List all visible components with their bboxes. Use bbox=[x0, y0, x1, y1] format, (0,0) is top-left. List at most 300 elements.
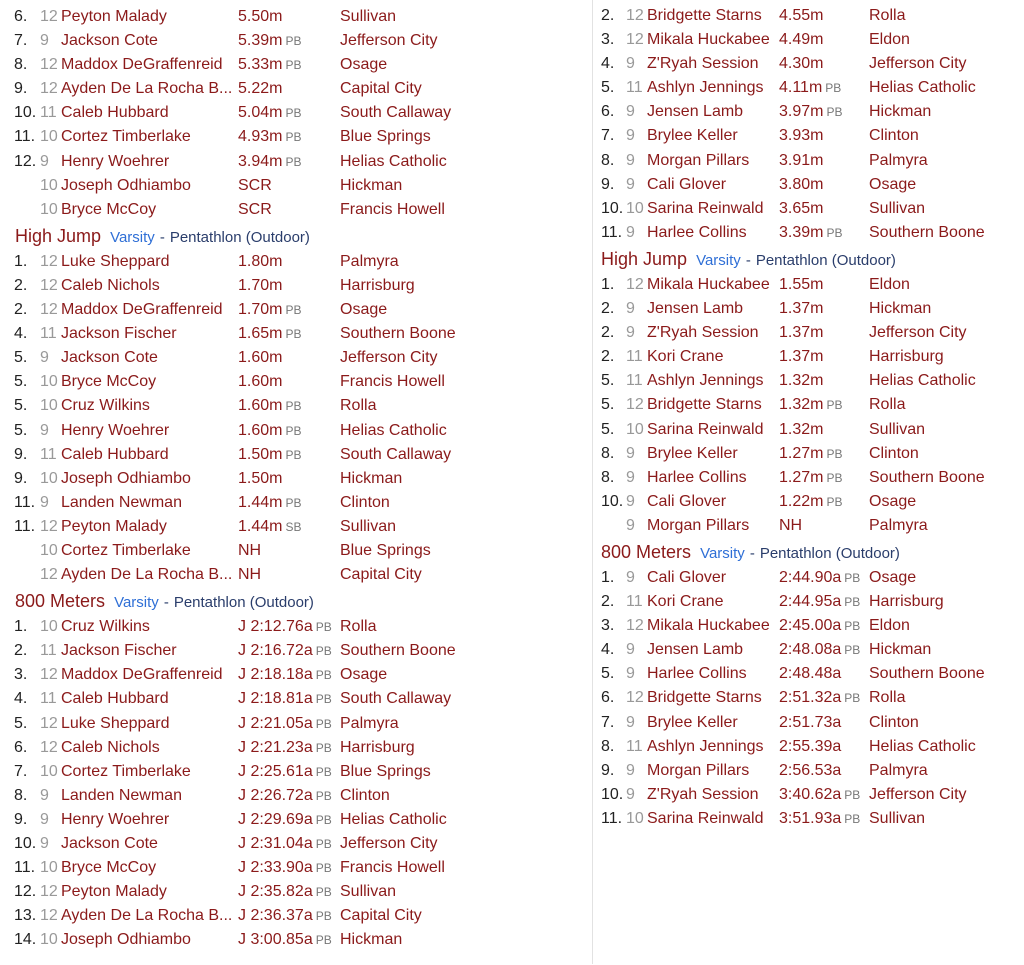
school-link[interactable]: Jefferson City bbox=[340, 32, 438, 50]
athlete-name-link[interactable]: Bryce McCoy bbox=[61, 200, 157, 218]
record-badge: PB bbox=[315, 740, 332, 755]
record-badge: PB bbox=[285, 327, 302, 342]
mark-value: 5.04m bbox=[238, 104, 283, 122]
result-mark-link[interactable] bbox=[779, 566, 860, 590]
athlete-name-link[interactable]: Sarina Reinwald bbox=[647, 809, 764, 827]
school-link[interactable]: Sullivan bbox=[340, 883, 397, 901]
place: 10. bbox=[14, 835, 37, 852]
record-badge: PB bbox=[315, 692, 332, 707]
result-row bbox=[593, 662, 1024, 686]
school-link[interactable]: Osage bbox=[340, 301, 388, 319]
result-mark-link[interactable] bbox=[238, 346, 285, 370]
athlete-name-link[interactable]: Cali Glover bbox=[647, 568, 727, 586]
result-mark-link[interactable] bbox=[238, 298, 301, 322]
record-badge: PB bbox=[315, 933, 332, 948]
record-badge: PB bbox=[285, 130, 302, 145]
school-link[interactable]: Palmyra bbox=[869, 516, 928, 534]
athlete-name-link[interactable]: Mikala Huckabee bbox=[647, 31, 770, 49]
mark-value: 3.97m bbox=[779, 103, 824, 121]
place: 2. bbox=[601, 7, 615, 24]
school-link[interactable]: Sullivan bbox=[869, 199, 926, 217]
result-mark-link[interactable] bbox=[779, 197, 826, 221]
school-link[interactable]: Jefferson City bbox=[340, 349, 438, 367]
athlete-name-link[interactable]: Ayden De La Rocha B... bbox=[61, 907, 233, 925]
athlete-name-link[interactable]: Morgan Pillars bbox=[647, 516, 750, 534]
athlete-name-link[interactable]: Peyton Malady bbox=[61, 517, 167, 535]
result-mark-link[interactable] bbox=[238, 760, 332, 784]
school-link[interactable]: Helias Catholic bbox=[869, 737, 976, 755]
school-link[interactable]: Osage bbox=[869, 568, 917, 586]
school-link[interactable]: Helias Catholic bbox=[869, 372, 976, 390]
school-link[interactable]: Jefferson City bbox=[340, 835, 438, 852]
school-link[interactable]: Harrisburg bbox=[869, 348, 944, 366]
mark-value: 2:44.95a bbox=[779, 593, 842, 611]
athlete-name-link[interactable]: Cruz Wilkins bbox=[61, 618, 150, 636]
result-mark-link[interactable] bbox=[238, 322, 301, 346]
result-mark-link[interactable] bbox=[238, 101, 301, 125]
school-link[interactable]: Eldon bbox=[869, 275, 910, 293]
athlete-name-link[interactable]: Maddox DeGraffenreid bbox=[61, 56, 223, 74]
result-mark-link[interactable] bbox=[779, 149, 826, 173]
place: 5. bbox=[14, 714, 28, 732]
athlete-name-link[interactable]: Z'Ryah Session bbox=[647, 785, 759, 803]
school-link[interactable]: Hickman bbox=[340, 469, 403, 487]
record-badge: PB bbox=[315, 764, 332, 779]
athlete-name-link[interactable]: Joseph Odhiambo bbox=[61, 469, 191, 487]
school-link[interactable]: Hickman bbox=[869, 103, 932, 121]
mark-value: 1.32m bbox=[779, 372, 824, 390]
mark-value: 1.70m bbox=[238, 301, 283, 319]
athlete-name-link[interactable]: Bryce McCoy bbox=[61, 859, 157, 877]
division-link[interactable]: Pentathlon (Outdoor) bbox=[755, 251, 896, 269]
result-mark-link[interactable] bbox=[779, 273, 826, 297]
school-link[interactable]: Rolla bbox=[340, 618, 377, 636]
result-row bbox=[0, 712, 590, 736]
result-row bbox=[0, 515, 590, 539]
school-link[interactable]: Osage bbox=[869, 175, 917, 193]
place: 4. bbox=[14, 325, 28, 343]
result-mark-link[interactable] bbox=[238, 928, 332, 952]
place: 9. bbox=[601, 175, 615, 193]
school-link[interactable]: Palmyra bbox=[340, 714, 399, 732]
place: 10. bbox=[601, 199, 624, 217]
athlete-name-link[interactable]: Henry Woehrer bbox=[61, 152, 170, 170]
place: 8. bbox=[601, 468, 615, 486]
mark-value: 1.32m bbox=[779, 420, 824, 438]
school-link[interactable]: Sullivan bbox=[340, 8, 397, 25]
athlete-name-link[interactable]: Brylee Keller bbox=[647, 127, 738, 145]
athlete-name-link[interactable]: Mikala Huckabee bbox=[647, 275, 770, 293]
result-mark-link[interactable] bbox=[779, 52, 826, 76]
mark-value: 4.30m bbox=[779, 55, 824, 73]
school-link[interactable]: Capital City bbox=[340, 907, 422, 925]
athlete-name-link[interactable]: Harlee Collins bbox=[647, 665, 747, 683]
level-link[interactable]: Varsity bbox=[114, 594, 159, 612]
result-mark-link[interactable] bbox=[238, 856, 332, 880]
school-link[interactable]: Blue Springs bbox=[340, 762, 431, 780]
school-link[interactable]: Southern Boone bbox=[340, 642, 456, 660]
school-link[interactable]: Helias Catholic bbox=[869, 79, 976, 97]
result-mark-link[interactable] bbox=[779, 100, 842, 124]
school-link[interactable]: Harrisburg bbox=[869, 593, 944, 611]
school-link[interactable]: Harrisburg bbox=[340, 738, 415, 756]
athlete-name-link[interactable]: Henry Woehrer bbox=[61, 810, 170, 828]
result-mark-link[interactable] bbox=[779, 614, 860, 638]
result-mark-link[interactable] bbox=[238, 370, 285, 394]
athlete-name-link[interactable]: Peyton Malady bbox=[61, 8, 167, 25]
school-link[interactable]: Clinton bbox=[869, 444, 919, 462]
school-link[interactable]: Palmyra bbox=[340, 252, 399, 270]
athlete-name-link[interactable]: Cortez Timberlake bbox=[61, 762, 191, 780]
division-link[interactable]: Pentathlon (Outdoor) bbox=[759, 544, 900, 562]
level-link[interactable]: Varsity bbox=[700, 544, 745, 562]
record-badge: PB bbox=[315, 861, 332, 876]
school-link[interactable]: Francis Howell bbox=[340, 859, 445, 877]
result-mark-link[interactable] bbox=[238, 736, 332, 760]
record-badge: PB bbox=[844, 643, 861, 658]
school-link[interactable]: Capital City bbox=[340, 80, 422, 98]
school-link[interactable]: Eldon bbox=[869, 617, 910, 635]
school-link[interactable]: Rolla bbox=[869, 396, 906, 414]
place: 2. bbox=[601, 593, 615, 611]
athlete-name-link[interactable]: Sarina Reinwald bbox=[647, 420, 764, 438]
school-link[interactable]: Sullivan bbox=[869, 809, 926, 827]
school-link[interactable]: Hickman bbox=[340, 176, 403, 194]
athlete-name-link[interactable]: Brylee Keller bbox=[647, 713, 738, 731]
mark-value: 2:51.73a bbox=[779, 713, 842, 731]
result-mark-link[interactable] bbox=[238, 5, 285, 29]
result-mark-link[interactable] bbox=[779, 393, 842, 417]
athlete-name-link[interactable]: Jackson Cote bbox=[61, 32, 158, 50]
school-link[interactable]: Blue Springs bbox=[340, 128, 431, 146]
athlete-name-link[interactable]: Jackson Fischer bbox=[61, 642, 177, 660]
result-mark-link[interactable] bbox=[238, 53, 301, 77]
school-link[interactable]: Osage bbox=[869, 492, 917, 510]
athlete-name-link[interactable]: Caleb Nichols bbox=[61, 276, 160, 294]
grade: 9 bbox=[626, 641, 635, 659]
result-row bbox=[593, 686, 1024, 710]
result-mark-link[interactable] bbox=[238, 443, 301, 467]
grade: 11 bbox=[626, 348, 643, 366]
school-link[interactable]: Rolla bbox=[340, 397, 377, 415]
result-mark-link[interactable] bbox=[238, 150, 301, 174]
athlete-name-link[interactable]: Bridgette Starns bbox=[647, 396, 762, 414]
school-link[interactable]: Southern Boone bbox=[869, 665, 985, 683]
result-mark-link[interactable] bbox=[779, 638, 860, 662]
grade: 9 bbox=[626, 324, 635, 342]
result-mark-link[interactable] bbox=[238, 832, 332, 856]
school-link[interactable]: Helias Catholic bbox=[340, 810, 447, 828]
place: 1. bbox=[601, 275, 615, 293]
school-link[interactable]: Osage bbox=[340, 56, 388, 74]
mark-value: J 2:18.81a bbox=[238, 690, 313, 708]
result-mark-link[interactable] bbox=[238, 904, 332, 928]
mark-value: 1.37m bbox=[779, 300, 824, 318]
record-badge: PB bbox=[844, 595, 861, 610]
school-link[interactable]: Harrisburg bbox=[340, 276, 415, 294]
result-row bbox=[0, 125, 590, 149]
record-badge: PB bbox=[315, 716, 332, 731]
athlete-name-link[interactable]: Bridgette Starns bbox=[647, 7, 762, 24]
school-link[interactable]: Clinton bbox=[340, 786, 390, 804]
grade: 9 bbox=[40, 421, 49, 439]
grade: 12 bbox=[40, 276, 58, 294]
athlete-name-link[interactable]: Morgan Pillars bbox=[647, 151, 750, 169]
athlete-name-link[interactable]: Ashlyn Jennings bbox=[647, 737, 764, 755]
division-link[interactable]: Pentathlon (Outdoor) bbox=[169, 228, 310, 246]
result-mark-link[interactable] bbox=[779, 662, 844, 686]
mark-value: NH bbox=[779, 516, 803, 534]
athlete-name-link[interactable]: Maddox DeGraffenreid bbox=[61, 301, 223, 319]
school-link[interactable]: Osage bbox=[340, 666, 388, 684]
result-mark-link[interactable] bbox=[238, 174, 275, 198]
athlete-name-link[interactable]: Joseph Odhiambo bbox=[61, 176, 191, 194]
athlete-name-link[interactable]: Cali Glover bbox=[647, 175, 727, 193]
mark-value: J 2:33.90a bbox=[238, 859, 313, 877]
grade: 9 bbox=[626, 568, 635, 586]
athlete-name-link[interactable]: Harlee Collins bbox=[647, 223, 747, 241]
place: 3. bbox=[601, 31, 615, 49]
result-mark-link[interactable] bbox=[779, 466, 842, 490]
school-link[interactable]: Sullivan bbox=[869, 420, 926, 438]
result-row bbox=[593, 100, 1024, 124]
record-badge: PB bbox=[285, 106, 302, 121]
school-link[interactable]: Clinton bbox=[869, 713, 919, 731]
athlete-name-link[interactable]: Ayden De La Rocha B... bbox=[61, 80, 233, 98]
school-link[interactable]: Hickman bbox=[340, 931, 403, 949]
place: 11. bbox=[601, 223, 623, 241]
result-row bbox=[0, 174, 590, 198]
athlete-name-link[interactable]: Jackson Cote bbox=[61, 835, 158, 852]
result-mark-link[interactable] bbox=[238, 29, 301, 53]
event-title[interactable]: High Jump bbox=[15, 225, 102, 246]
athlete-name-link[interactable]: Joseph Odhiambo bbox=[61, 931, 191, 949]
record-badge: PB bbox=[826, 470, 843, 485]
mark-value: 1.44m bbox=[238, 493, 283, 511]
record-badge: PB bbox=[844, 691, 861, 706]
result-row bbox=[0, 760, 590, 784]
athlete-name-link[interactable]: Caleb Hubbard bbox=[61, 104, 169, 122]
result-mark-link[interactable] bbox=[238, 198, 275, 222]
result-mark-link[interactable] bbox=[238, 784, 332, 808]
result-mark-link[interactable] bbox=[238, 880, 332, 904]
division-link[interactable]: Pentathlon (Outdoor) bbox=[173, 594, 314, 612]
athlete-name-link[interactable]: Z'Ryah Session bbox=[647, 324, 759, 342]
athlete-name-link[interactable]: Henry Woehrer bbox=[61, 421, 170, 439]
school-link[interactable]: Helias Catholic bbox=[340, 421, 447, 439]
result-mark-link[interactable] bbox=[779, 783, 860, 807]
school-link[interactable]: Blue Springs bbox=[340, 541, 431, 559]
result-mark-link[interactable] bbox=[238, 515, 301, 539]
grade: 10 bbox=[40, 762, 58, 780]
result-mark-link[interactable] bbox=[779, 807, 860, 831]
athlete-name-link[interactable]: Landen Newman bbox=[61, 493, 182, 511]
result-mark-link[interactable] bbox=[238, 639, 332, 663]
school-link[interactable]: Helias Catholic bbox=[340, 152, 447, 170]
athlete-name-link[interactable]: Landen Newman bbox=[61, 786, 182, 804]
athlete-name-link[interactable]: Jensen Lamb bbox=[647, 300, 744, 318]
school-link[interactable]: Capital City bbox=[340, 566, 422, 584]
place: 6. bbox=[14, 738, 28, 756]
grade: 12 bbox=[40, 252, 58, 270]
school-link[interactable]: South Callaway bbox=[340, 445, 452, 463]
school-link[interactable]: Eldon bbox=[869, 31, 910, 49]
result-mark-link[interactable] bbox=[779, 418, 826, 442]
grade: 11 bbox=[40, 642, 57, 660]
result-mark-link[interactable] bbox=[779, 76, 841, 100]
result-mark-link[interactable] bbox=[779, 490, 842, 514]
athlete-name-link[interactable]: Bridgette Starns bbox=[647, 689, 762, 707]
athlete-name-link[interactable]: Brylee Keller bbox=[647, 444, 738, 462]
result-mark-link[interactable] bbox=[779, 369, 826, 393]
school-link[interactable]: Palmyra bbox=[869, 151, 928, 169]
result-mark-link[interactable] bbox=[779, 173, 826, 197]
place: 5. bbox=[14, 421, 28, 439]
athlete-name-link[interactable]: Peyton Malady bbox=[61, 883, 167, 901]
result-mark-link[interactable] bbox=[779, 4, 826, 28]
result-mark-link[interactable] bbox=[779, 297, 826, 321]
result-mark-link[interactable] bbox=[238, 563, 264, 587]
result-mark-link[interactable] bbox=[779, 321, 826, 345]
school-link[interactable]: Southern Boone bbox=[340, 325, 456, 343]
result-mark-link[interactable] bbox=[779, 759, 844, 783]
level-link[interactable]: Varsity bbox=[696, 251, 741, 269]
athlete-name-link[interactable]: Jackson Fischer bbox=[61, 325, 177, 343]
school-link[interactable]: Francis Howell bbox=[340, 200, 445, 218]
result-row bbox=[593, 369, 1024, 393]
school-link[interactable]: Jefferson City bbox=[869, 55, 967, 73]
result-mark-link[interactable] bbox=[238, 467, 285, 491]
result-mark-link[interactable] bbox=[779, 442, 842, 466]
result-row bbox=[0, 615, 590, 639]
athlete-name-link[interactable]: Bryce McCoy bbox=[61, 373, 157, 391]
school-link[interactable]: Hickman bbox=[869, 300, 932, 318]
event-title[interactable]: 800 Meters bbox=[601, 541, 692, 562]
school-link[interactable]: Jefferson City bbox=[869, 324, 967, 342]
result-row bbox=[593, 149, 1024, 173]
athlete-name-link[interactable]: Jensen Lamb bbox=[647, 103, 744, 121]
athlete-name-link[interactable]: Kori Crane bbox=[647, 348, 724, 366]
place: 11. bbox=[14, 517, 36, 535]
result-mark-link[interactable] bbox=[238, 687, 332, 711]
place: 7. bbox=[14, 32, 28, 50]
place: 8. bbox=[601, 444, 615, 462]
result-mark-link[interactable] bbox=[238, 394, 301, 418]
record-badge: PB bbox=[315, 812, 332, 827]
school-link[interactable]: Jefferson City bbox=[869, 785, 967, 803]
athlete-name-link[interactable]: Cruz Wilkins bbox=[61, 397, 150, 415]
result-mark-link[interactable] bbox=[238, 539, 264, 563]
place: 4. bbox=[601, 55, 615, 73]
athlete-name-link[interactable]: Ashlyn Jennings bbox=[647, 372, 764, 390]
result-mark-link[interactable] bbox=[238, 491, 301, 515]
athlete-name-link[interactable]: Luke Sheppard bbox=[61, 252, 170, 270]
school-link[interactable]: South Callaway bbox=[340, 104, 452, 122]
athlete-name-link[interactable]: Jackson Cote bbox=[61, 349, 158, 367]
record-badge: PB bbox=[285, 34, 302, 49]
grade: 10 bbox=[40, 469, 58, 487]
grade: 9 bbox=[626, 444, 635, 462]
mark-value: SCR bbox=[238, 176, 272, 194]
athlete-name-link[interactable]: Maddox DeGraffenreid bbox=[61, 666, 223, 684]
result-row bbox=[593, 807, 1024, 831]
result-mark-link[interactable] bbox=[779, 735, 844, 759]
athlete-name-link[interactable]: Jensen Lamb bbox=[647, 641, 744, 659]
result-mark-link[interactable] bbox=[779, 514, 805, 538]
result-mark-link[interactable] bbox=[238, 808, 332, 832]
result-row bbox=[0, 394, 590, 418]
result-mark-link[interactable] bbox=[779, 345, 826, 369]
athlete-name-link[interactable]: Sarina Reinwald bbox=[647, 199, 764, 217]
school-link[interactable]: South Callaway bbox=[340, 690, 452, 708]
result-mark-link[interactable] bbox=[238, 125, 301, 149]
athlete-name-link[interactable]: Ashlyn Jennings bbox=[647, 79, 764, 97]
place: 2. bbox=[14, 276, 28, 294]
school-link[interactable]: Sullivan bbox=[340, 517, 397, 535]
result-mark-link[interactable] bbox=[779, 221, 842, 245]
school-link[interactable]: Hickman bbox=[869, 641, 932, 659]
athlete-name-link[interactable]: Cali Glover bbox=[647, 492, 727, 510]
athlete-name-link[interactable]: Mikala Huckabee bbox=[647, 617, 770, 635]
result-mark-link[interactable] bbox=[238, 712, 332, 736]
school-link[interactable]: Rolla bbox=[869, 689, 906, 707]
result-mark-link[interactable] bbox=[238, 77, 285, 101]
athlete-name-link[interactable]: Harlee Collins bbox=[647, 468, 747, 486]
result-mark-link[interactable] bbox=[779, 711, 844, 735]
result-mark-link[interactable] bbox=[779, 590, 860, 614]
athlete-name-link[interactable]: Ayden De La Rocha B... bbox=[61, 566, 233, 584]
athlete-name-link[interactable]: Morgan Pillars bbox=[647, 761, 750, 779]
athlete-name-link[interactable]: Cortez Timberlake bbox=[61, 128, 191, 146]
athlete-name-link[interactable]: Caleb Nichols bbox=[61, 738, 160, 756]
result-mark-link[interactable] bbox=[779, 28, 826, 52]
school-link[interactable]: Southern Boone bbox=[869, 223, 985, 241]
result-row bbox=[593, 418, 1024, 442]
header-dash: - bbox=[163, 594, 169, 612]
place: 11. bbox=[601, 809, 623, 827]
record-badge: PB bbox=[844, 570, 861, 585]
mark-value: 3:40.62a bbox=[779, 785, 842, 803]
event-title[interactable]: High Jump bbox=[601, 248, 688, 269]
result-mark-link[interactable] bbox=[238, 419, 301, 443]
result-mark-link[interactable] bbox=[779, 124, 826, 148]
record-badge: PB bbox=[826, 225, 843, 240]
school-link[interactable]: Southern Boone bbox=[869, 468, 985, 486]
athlete-name-link[interactable]: Luke Sheppard bbox=[61, 714, 170, 732]
place: 10. bbox=[14, 104, 37, 122]
athlete-name-link[interactable]: Kori Crane bbox=[647, 593, 724, 611]
result-mark-link[interactable] bbox=[779, 686, 860, 710]
school-link[interactable]: Clinton bbox=[869, 127, 919, 145]
result-mark-link[interactable] bbox=[238, 663, 332, 687]
school-link[interactable]: Clinton bbox=[340, 493, 390, 511]
place: 2. bbox=[14, 301, 28, 319]
level-link[interactable]: Varsity bbox=[110, 228, 155, 246]
school-link[interactable]: Palmyra bbox=[869, 761, 928, 779]
result-mark-link[interactable] bbox=[238, 250, 285, 274]
event-title[interactable]: 800 Meters bbox=[15, 591, 106, 612]
result-row bbox=[593, 442, 1024, 466]
athlete-name-link[interactable]: Caleb Hubbard bbox=[61, 690, 169, 708]
grade: 12 bbox=[40, 714, 58, 732]
result-mark-link[interactable] bbox=[238, 274, 285, 298]
athlete-name-link[interactable]: Cortez Timberlake bbox=[61, 541, 191, 559]
result-mark-link[interactable] bbox=[238, 615, 332, 639]
athlete-name-link[interactable]: Caleb Hubbard bbox=[61, 445, 169, 463]
school-link[interactable]: Francis Howell bbox=[340, 373, 445, 391]
school-link[interactable]: Rolla bbox=[869, 7, 906, 24]
athlete-name-link[interactable]: Z'Ryah Session bbox=[647, 55, 759, 73]
